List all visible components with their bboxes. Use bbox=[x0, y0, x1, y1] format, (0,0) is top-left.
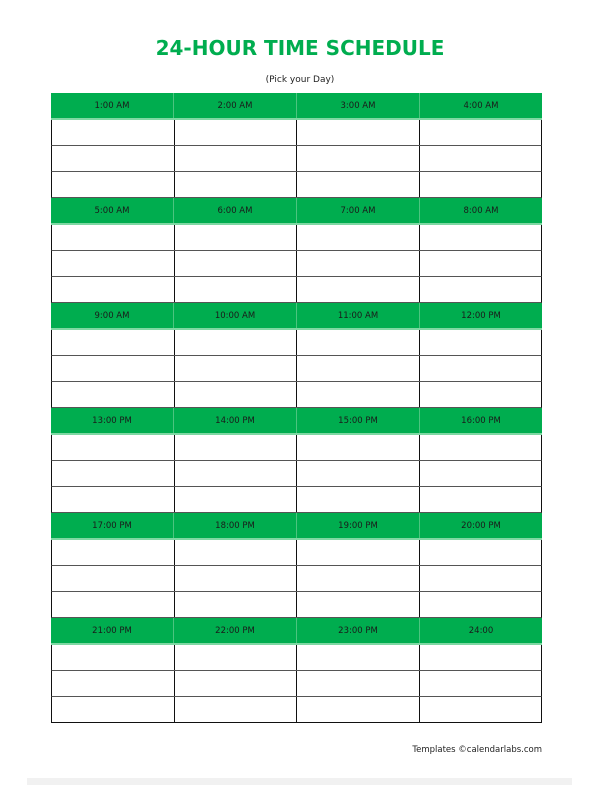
time-block bbox=[51, 303, 542, 408]
schedule-entry-cell[interactable] bbox=[175, 697, 298, 722]
schedule-entry-cell[interactable] bbox=[420, 566, 542, 591]
time-header: 23:00 PM bbox=[297, 618, 420, 643]
time-header: 4:00 AM bbox=[463, 100, 499, 111]
schedule-row bbox=[51, 461, 542, 487]
schedule-entry-cell[interactable] bbox=[297, 435, 420, 460]
schedule-row bbox=[51, 172, 542, 198]
schedule-entry-cell[interactable] bbox=[175, 330, 298, 355]
time-header: 6:00 AM bbox=[174, 198, 297, 223]
schedule-entry-cell[interactable] bbox=[52, 645, 175, 670]
time-header: 7:00 AM bbox=[297, 198, 420, 223]
schedule-entry-cell[interactable] bbox=[52, 225, 175, 250]
schedule-entry-cell[interactable] bbox=[420, 225, 542, 250]
schedule-entry-cell[interactable] bbox=[175, 277, 298, 302]
schedule-entry-cell[interactable] bbox=[297, 172, 420, 197]
time-header: 9:00 AM bbox=[51, 303, 174, 328]
schedule-entry-cell[interactable] bbox=[420, 540, 542, 565]
schedule-entry-cell[interactable] bbox=[175, 671, 298, 696]
schedule-entry-cell[interactable] bbox=[52, 251, 175, 276]
time-header-row bbox=[51, 198, 542, 225]
schedule-entry-cell[interactable] bbox=[297, 146, 420, 171]
schedule-entry-cell[interactable] bbox=[52, 172, 175, 197]
time-header: 24:00 bbox=[468, 625, 494, 636]
schedule-entry-cell[interactable] bbox=[175, 487, 298, 512]
time-block bbox=[51, 408, 542, 513]
schedule-entry-cell[interactable] bbox=[420, 172, 542, 197]
schedule-entry-cell[interactable] bbox=[175, 172, 298, 197]
time-block bbox=[51, 93, 542, 198]
schedule-row bbox=[51, 251, 542, 277]
schedule-row bbox=[51, 146, 542, 172]
day-subtitle: (Pick your Day) bbox=[265, 75, 335, 85]
time-header: 10:00 AM bbox=[174, 303, 297, 328]
time-header: 13:00 PM bbox=[51, 408, 174, 433]
schedule-entry-cell[interactable] bbox=[52, 592, 175, 617]
schedule-entry-cell[interactable] bbox=[52, 435, 175, 460]
time-header: 1:00 AM bbox=[51, 93, 174, 118]
time-block bbox=[51, 513, 542, 618]
schedule-entry-cell[interactable] bbox=[175, 382, 298, 407]
schedule-entry-cell[interactable] bbox=[175, 435, 298, 460]
schedule-entry-cell[interactable] bbox=[175, 146, 298, 171]
schedule-entry-cell[interactable] bbox=[52, 566, 175, 591]
schedule-entry-cell[interactable] bbox=[420, 277, 542, 302]
bottom-scrollbar[interactable] bbox=[27, 778, 572, 785]
schedule-row bbox=[51, 435, 542, 461]
schedule-entry-cell[interactable] bbox=[420, 461, 542, 486]
schedule-entry-cell[interactable] bbox=[175, 120, 298, 145]
schedule-row bbox=[51, 356, 542, 382]
time-block bbox=[51, 198, 542, 303]
schedule-row bbox=[51, 566, 542, 592]
schedule-row bbox=[51, 671, 542, 697]
schedule-entry-cell[interactable] bbox=[52, 697, 175, 722]
time-header: 22:00 PM bbox=[174, 618, 297, 643]
schedule-entry-cell[interactable] bbox=[52, 671, 175, 696]
schedule-row bbox=[51, 592, 542, 618]
schedule-grid bbox=[51, 93, 542, 723]
schedule-entry-cell[interactable] bbox=[297, 566, 420, 591]
time-header-row bbox=[51, 408, 542, 435]
time-header: 19:00 PM bbox=[297, 513, 420, 538]
time-header-row bbox=[51, 303, 542, 330]
schedule-entry-cell[interactable] bbox=[175, 225, 298, 250]
schedule-row bbox=[51, 382, 542, 408]
page-title: 24-HOUR TIME SCHEDULE bbox=[155, 36, 445, 60]
schedule-entry-cell[interactable] bbox=[420, 146, 542, 171]
schedule-entry-cell[interactable] bbox=[297, 592, 420, 617]
schedule-entry-cell[interactable] bbox=[175, 251, 298, 276]
schedule-row bbox=[51, 225, 542, 251]
schedule-entry-cell[interactable] bbox=[297, 225, 420, 250]
schedule-entry-cell[interactable] bbox=[52, 277, 175, 302]
schedule-entry-cell[interactable] bbox=[297, 671, 420, 696]
schedule-entry-cell[interactable] bbox=[420, 697, 542, 722]
schedule-entry-cell[interactable] bbox=[52, 382, 175, 407]
schedule-entry-cell[interactable] bbox=[297, 645, 420, 670]
time-header: 21:00 PM bbox=[51, 618, 174, 643]
schedule-entry-cell[interactable] bbox=[297, 277, 420, 302]
schedule-entry-cell[interactable] bbox=[420, 382, 542, 407]
time-header: 8:00 AM bbox=[463, 205, 499, 216]
time-header-row bbox=[51, 618, 542, 645]
schedule-row bbox=[51, 645, 542, 671]
schedule-entry-cell[interactable] bbox=[297, 251, 420, 276]
time-header-row bbox=[51, 513, 542, 540]
schedule-entry-cell[interactable] bbox=[420, 592, 542, 617]
footer-credit: Templates ©calendarlabs.com bbox=[412, 745, 542, 755]
schedule-entry-cell[interactable] bbox=[52, 356, 175, 381]
schedule-entry-cell[interactable] bbox=[420, 356, 542, 381]
schedule-row bbox=[51, 540, 542, 566]
schedule-entry-cell[interactable] bbox=[52, 540, 175, 565]
time-header: 17:00 PM bbox=[51, 513, 174, 538]
schedule-entry-cell[interactable] bbox=[175, 461, 298, 486]
schedule-entry-cell[interactable] bbox=[175, 645, 298, 670]
time-header: 3:00 AM bbox=[297, 93, 420, 118]
time-header: 15:00 PM bbox=[297, 408, 420, 433]
time-header-row bbox=[51, 93, 542, 120]
schedule-entry-cell[interactable] bbox=[52, 330, 175, 355]
schedule-entry-cell[interactable] bbox=[297, 356, 420, 381]
schedule-entry-cell[interactable] bbox=[52, 461, 175, 486]
schedule-entry-cell[interactable] bbox=[52, 120, 175, 145]
schedule-entry-cell[interactable] bbox=[420, 330, 542, 355]
time-block bbox=[51, 618, 542, 723]
schedule-entry-cell[interactable] bbox=[175, 592, 298, 617]
time-header: 5:00 AM bbox=[51, 198, 174, 223]
schedule-entry-cell[interactable] bbox=[420, 671, 542, 696]
time-header: 12:00 PM bbox=[461, 310, 501, 321]
schedule-entry-cell[interactable] bbox=[175, 356, 298, 381]
time-header: 20:00 PM bbox=[461, 520, 501, 531]
schedule-row bbox=[51, 487, 542, 513]
schedule-entry-cell[interactable] bbox=[297, 697, 420, 722]
schedule-entry-cell[interactable] bbox=[420, 435, 542, 460]
schedule-entry-cell[interactable] bbox=[52, 146, 175, 171]
schedule-entry-cell[interactable] bbox=[297, 540, 420, 565]
schedule-row bbox=[51, 330, 542, 356]
schedule-entry-cell[interactable] bbox=[420, 251, 542, 276]
schedule-row bbox=[51, 120, 542, 146]
schedule-entry-cell[interactable] bbox=[297, 487, 420, 512]
schedule-entry-cell[interactable] bbox=[420, 120, 542, 145]
schedule-entry-cell[interactable] bbox=[297, 382, 420, 407]
schedule-entry-cell[interactable] bbox=[297, 120, 420, 145]
schedule-entry-cell[interactable] bbox=[175, 540, 298, 565]
schedule-entry-cell[interactable] bbox=[297, 461, 420, 486]
schedule-row bbox=[51, 277, 542, 303]
schedule-entry-cell[interactable] bbox=[297, 330, 420, 355]
time-header: 2:00 AM bbox=[174, 93, 297, 118]
time-header: 16:00 PM bbox=[461, 415, 501, 426]
schedule-entry-cell[interactable] bbox=[175, 566, 298, 591]
schedule-entry-cell[interactable] bbox=[420, 645, 542, 670]
schedule-row bbox=[51, 697, 542, 723]
schedule-entry-cell[interactable] bbox=[420, 487, 542, 512]
schedule-entry-cell[interactable] bbox=[52, 487, 175, 512]
time-header: 18:00 PM bbox=[174, 513, 297, 538]
time-header: 11:00 AM bbox=[297, 303, 420, 328]
time-header: 14:00 PM bbox=[174, 408, 297, 433]
